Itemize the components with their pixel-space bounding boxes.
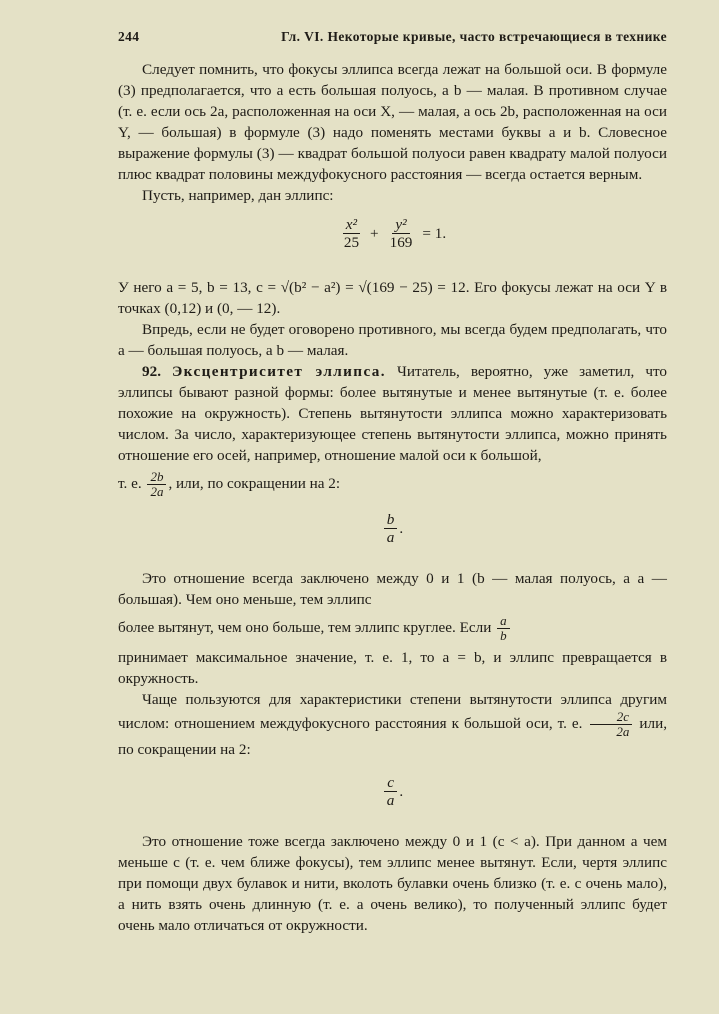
paragraph-focal-ratio [118, 689, 667, 760]
fraction-numerator: 2b [147, 470, 166, 485]
ratio-c-a [118, 774, 667, 809]
paragraph-convention: Впредь, если не будет оговорено противного, мы всегда будем предполагать, что a — большая полуось, а b — малая. [118, 321, 667, 359]
section-number: 92. [142, 363, 161, 380]
fraction-denominator: b [500, 628, 507, 643]
fraction-denominator: 169 [389, 234, 413, 251]
paragraph-ratio-intro [118, 470, 667, 499]
text-other-number: Чаще пользуются для характеристики степени вытянутости эллипса другим числом: отношением междуфокусного расстояния к большой оси, т. е. [118, 691, 667, 732]
fraction-denominator: 2a [150, 484, 164, 499]
fraction-numerator: a [497, 614, 510, 629]
paragraph-ratio-round [118, 614, 667, 643]
fraction-b-a [384, 511, 398, 546]
period: . [399, 783, 404, 800]
fraction-2c-2a [589, 710, 632, 739]
fraction-c-a [384, 774, 398, 809]
fraction-numerator: b [384, 511, 398, 529]
paragraph-example: Пусть, например, дан эллипс: [142, 187, 334, 204]
fraction-denominator: 2a [616, 724, 630, 739]
running-header [118, 26, 667, 47]
fraction-denominator: a [386, 529, 395, 546]
fraction-numerator: 2c [590, 710, 632, 725]
text-ie: т. е. [118, 474, 142, 492]
section-text: Читатель, вероятно, уже заметил, что эллипсы бывают разной формы: более вытянутые и менее вытянутые (т. е. более похожие на окружность). Степень вытянутости эллипса можно характеризовать числом. За число, характеризующее степень вытянутости эллипса, можно принять отношение его осей, например, отношение малой оси к большой, [118, 363, 668, 464]
spacer [118, 263, 667, 277]
paragraph-pins-string: Это отношение тоже всегда заключено между 0 и 1 (c < a). При данном a чем меньше c (т. е. чем ближе фокусы), тем эллипс менее вытянут. Если, чертя эллипс при помощи двух булавок и нити, вколоть булавки очень близко (т. е. c очень мало), а нить взять очень длинную (т. е. a очень велико), то полученный эллипс будет очень мало отличаться от окружности. [118, 833, 667, 934]
page-number: 244 [118, 29, 140, 44]
fraction-a-b [497, 614, 510, 643]
paragraph-foci: Следует помнить, что фокусы эллипса всегда лежат на большой оси. В формуле (3) предполагается, что a есть большая полуось, а b — малая. В противном случае (т. е. если ось 2a, расположенная на оси X, — малая, а ось 2b, расположенная на оси Y, — большая) в формуле (3) надо поменять местами буквы a и b. Словесное выражение формулы (3) — квадрат большой полуоси равен квадрату малой полуоси плюс квадрат половины междуфокусного расстояния — всегда остается верным. [118, 61, 667, 183]
ellipse-equation [118, 216, 667, 251]
paragraph-values: У него a = 5, b = 13, c = √(b² − a²) = √(169 − 25) = 12. Его фокусы лежат на оси Y в точках (0,12) и (0, — 12). [118, 279, 667, 317]
fraction-numerator: c [384, 774, 397, 792]
running-title: Гл. VI. Некоторые кривые, часто встречающиеся в технике [281, 29, 667, 44]
ratio-b-a [118, 511, 667, 546]
text-reduce: или, по сокращении на 2: [118, 714, 668, 758]
paragraph-ratio-range: Это отношение всегда заключено между 0 и 1 (b — малая полуось, а a — большая). Чем оно меньше, тем эллипс [118, 570, 667, 608]
period: . [399, 520, 404, 537]
text-more-stretched: более вытянут, чем оно больше, тем эллипс круглее. Если [118, 618, 492, 636]
fraction-numerator: y² [392, 216, 409, 234]
fraction-2b-2a [147, 470, 166, 499]
fraction-denominator: a [386, 792, 395, 809]
fraction-y [387, 216, 416, 251]
fraction-denominator: 25 [343, 234, 360, 251]
text-reduce: , или, по сокращении на 2: [168, 474, 341, 492]
fraction-x [341, 216, 362, 251]
fraction-numerator: x² [343, 216, 360, 234]
section-title: Эксцентриситет эллипса. [171, 363, 386, 380]
paragraph-eccentricity [118, 361, 667, 466]
plus-sign: + [370, 225, 379, 242]
paragraph-circle: принимает максимальное значение, т. е. 1, то a = b, и эллипс превращается в окружность. [118, 649, 667, 687]
equation-rhs: = 1. [422, 225, 447, 242]
